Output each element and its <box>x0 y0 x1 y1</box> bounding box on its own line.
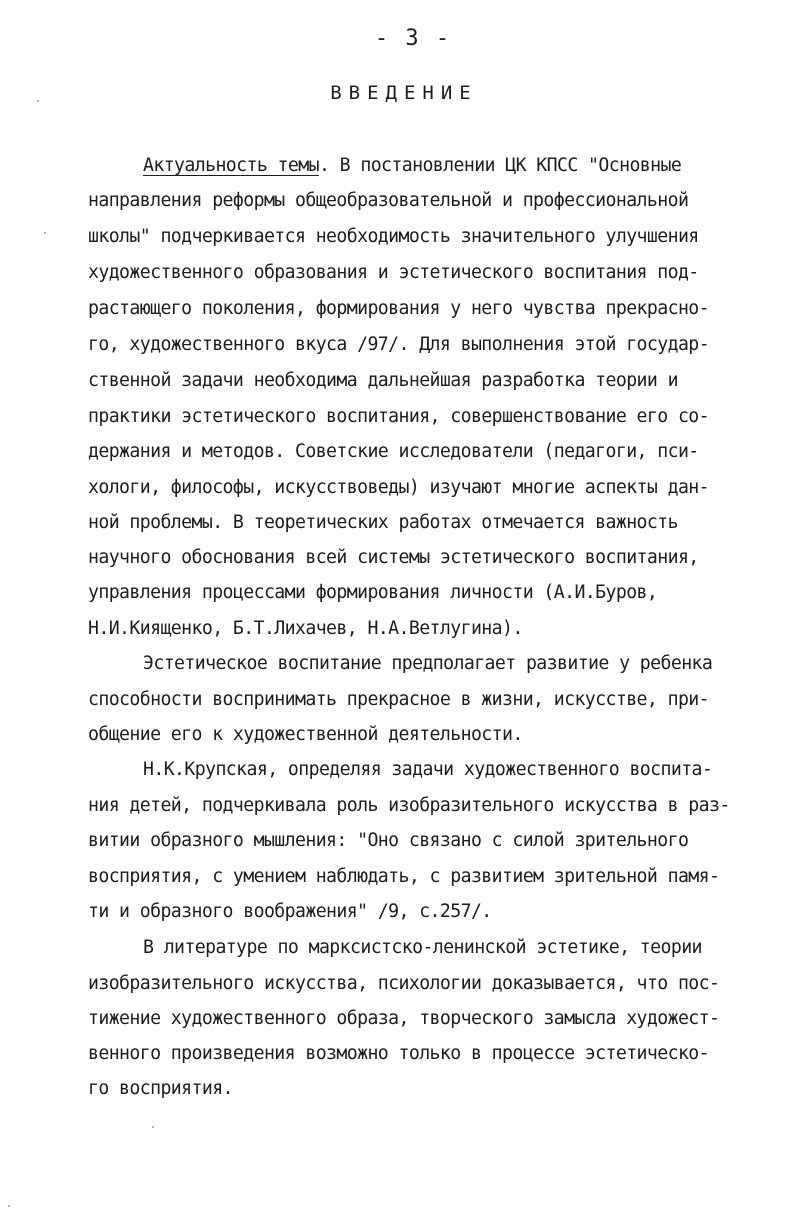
paragraph-4-line-1: В литературе по марксистско-ленинской эстетике, теории <box>143 937 702 958</box>
paragraph-1-line-9: держания и методов. Советские исследователи (педагоги, пси- <box>88 441 699 462</box>
scan-speck <box>37 100 39 102</box>
paragraph-4-line-2: изобразительного искусства, психологии доказывается, что пос- <box>88 973 720 994</box>
paragraph-1-line-1-rest: . В постановлении ЦК КПСС "Основные <box>318 155 682 176</box>
paragraph-1-line-1 <box>143 155 681 177</box>
paragraph-4-line-3: тижение художественного образа, творческого замысла художест- <box>88 1008 720 1029</box>
paragraph-3-line-5: ти и образного воображения" /9, с.257/. <box>88 901 492 922</box>
paragraph-1-line-13: управления процессами формирования личности (А.И.Буров, <box>88 582 658 603</box>
paragraph-1-line-14: Н.И.Киященко, Б.Т.Лихачев, Н.А.Ветлугина). <box>88 618 523 639</box>
paragraph-3-line-2: ния детей, подчеркивала роль изобразительного искусства в раз- <box>88 795 730 816</box>
paragraph-3-line-1: Н.К.Крупская, определяя задачи художественного воспита- <box>143 759 713 780</box>
paragraph-2-line-1: Эстетическое воспитание предполагает развитие у ребенка <box>143 653 713 674</box>
paragraph-3-line-4: восприятия, с умением наблюдать, с развитием зрительной памя- <box>88 866 720 887</box>
paragraph-4-line-5: го восприятия. <box>88 1078 233 1099</box>
paragraph-1-line-11: ной проблемы. В теоретических работах отмечается важность <box>88 512 678 533</box>
paragraph-2-line-2: способности воспринимать прекрасное в жизни, искусстве, при- <box>88 689 709 710</box>
paragraph-1-line-4: художественного образования и эстетического воспитания под- <box>88 262 699 283</box>
paragraph-1-line-10: хологи, философы, искусствоведы) изучают многие аспекты дан- <box>88 477 709 498</box>
paragraph-3-line-3: витии образного мышления: "Оно связано с силой зрительного <box>88 830 689 851</box>
scan-speck <box>152 1126 154 1128</box>
scan-speck <box>44 232 46 234</box>
paragraph-1-line-7: ственной задачи необходима дальнейшая разработка теории и <box>88 370 678 391</box>
scan-speck <box>8 1205 10 1207</box>
page-number: - 3 - <box>374 26 452 51</box>
paragraph-1-line-12: научного обоснования всей системы эстетического воспитания, <box>88 547 699 568</box>
paragraph-1-line-5: растающего поколения, формирования у него чувства прекрасно- <box>88 298 709 319</box>
paragraph-2-line-3: общение его к художественной деятельности. <box>88 724 523 745</box>
paragraph-1-line-8: практики эстетического воспитания, совершенствование его со- <box>88 406 709 427</box>
paragraph-1-line-2: направления реформы общеобразовательной и профессиональной <box>88 190 689 211</box>
paragraph-1-line-3: школы" подчеркивается необходимость значительного улучшения <box>88 226 699 247</box>
paragraph-1-heading: Актуальность темы <box>143 155 319 176</box>
section-title: ВВЕДЕНИЕ <box>330 82 478 104</box>
paragraph-1-line-6: го, художественного вкуса /97/. Для выполнения этой государ- <box>88 334 709 355</box>
paragraph-4-line-4: венного произведения возможно только в процессе эстетическо- <box>88 1043 709 1064</box>
